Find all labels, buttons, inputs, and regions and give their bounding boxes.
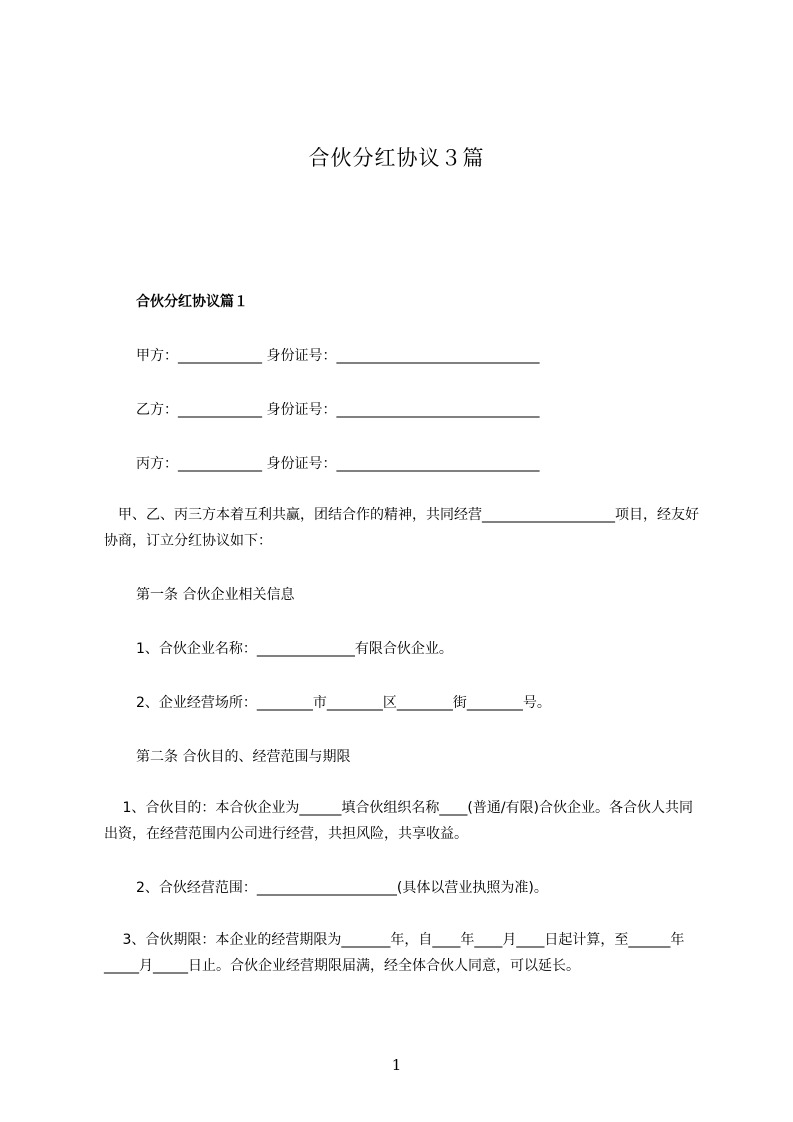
intro-paragraph: 甲、乙、丙三方本着互利共赢，团结合作的精神，共同经营___________________项目，经友好协商，订立分红协议如下： (104, 507, 699, 549)
article-1-item-2: 2、企业经营场所：________市________区________街________号。 (136, 695, 551, 711)
article-1-heading: 第一条 合伙企业相关信息 (136, 587, 295, 603)
article-2-item-1: 1、合伙目的：本合伙企业为______填合伙组织名称____(普通/有限)合伙企业。各合伙人共同出资，在经营范围内公司进行经营，共担风险，共享收益。 (104, 800, 693, 842)
page-number: 1 (391, 1056, 402, 1074)
party-b-line: 乙方：____________ 身份证号：_____________________________ (136, 402, 540, 418)
section-heading: 合伙分红协议篇１ (136, 294, 248, 310)
party-a-line: 甲方：____________ 身份证号：_____________________________ (136, 348, 540, 364)
party-c-line: 丙方：____________ 身份证号：_____________________________ (136, 456, 540, 472)
article-2-item-3: 3、合伙期限：本企业的经营期限为_______年，自____年____月____日起计算，至______年_____月_____日止。合伙企业经营期限届满，经全体合伙人同意，可以延长。 (104, 932, 685, 974)
document-title: 合伙分红协议３篇 (308, 146, 485, 170)
article-2-heading: 第二条 合伙目的、经营范围与期限 (136, 749, 351, 765)
article-2-item-2: 2、合伙经营范围：____________________(具体以营业执照为准)。 (136, 880, 548, 896)
article-1-item-1: 1、合伙企业名称：______________有限合伙企业。 (136, 641, 453, 657)
